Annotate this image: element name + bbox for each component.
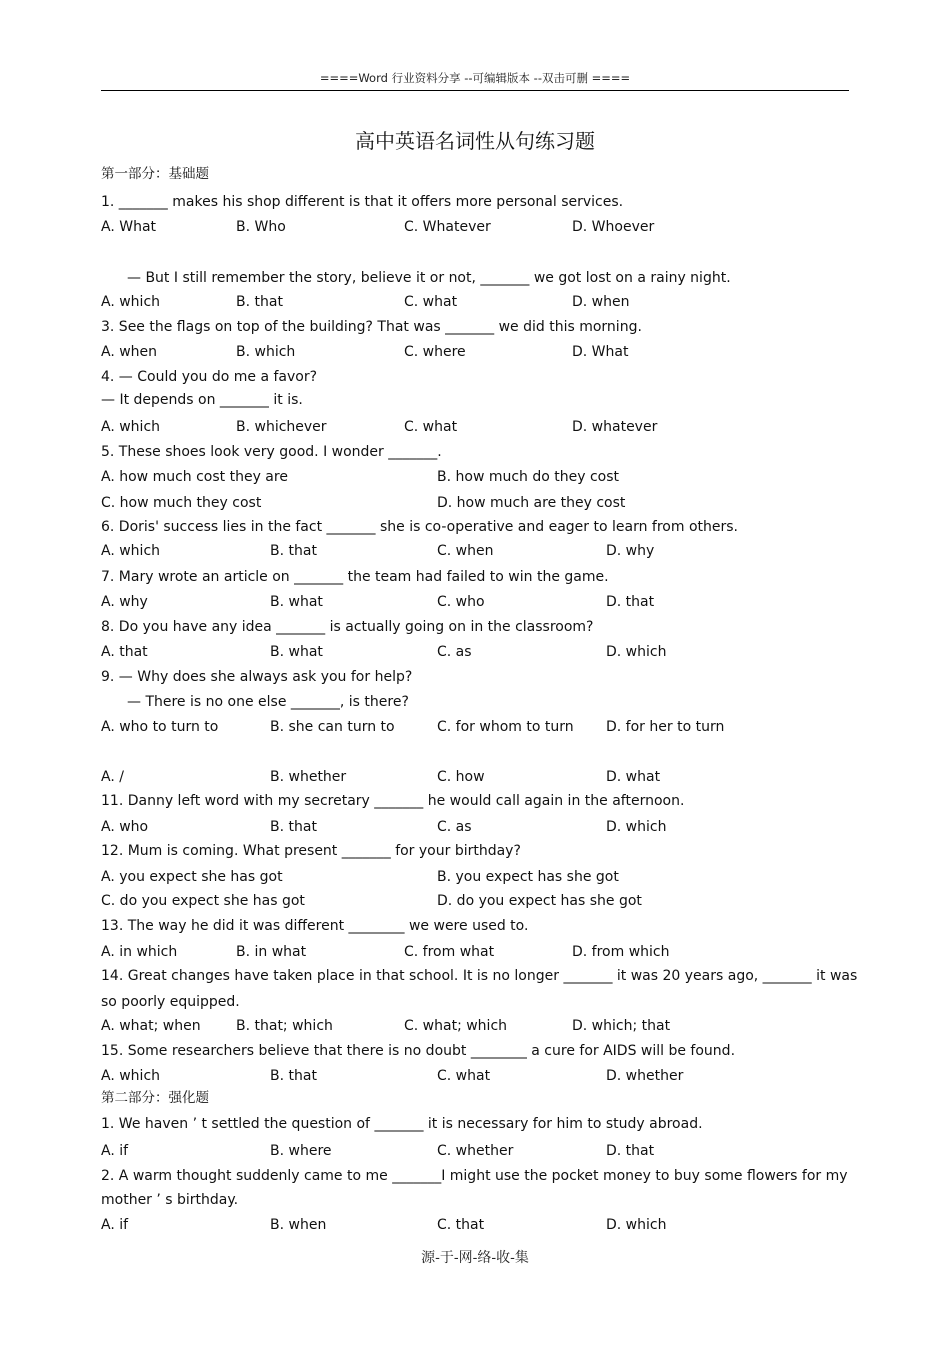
option-d: D. that [606,594,655,610]
option-a: A. if [101,1217,129,1233]
option-a: A. how much cost they are [101,469,288,485]
option-a: A. who to turn to [101,719,219,735]
question-6: 6. Doris' success lies in the fact _______ she is co-operative and eager to learn from others. [101,519,738,535]
option-d: D. from which [572,944,670,960]
option-d: D. which; that [572,1018,671,1034]
option-a: A. which [101,294,161,310]
option-d: D. how much are they cost [437,495,626,511]
option-c: C. as [437,819,472,835]
option-c: C. that [437,1217,485,1233]
question-15: 15. Some researchers believe that there is no doubt ________ a cure for AIDS will be found. [101,1043,736,1059]
option-b: B. how much do they cost [437,469,620,485]
question-13: 13. The way he did it was different ________ we were used to. [101,918,529,934]
option-a: A. which [101,543,161,559]
question-14-continued: so poorly equipped. [101,994,240,1010]
option-a: A. / [101,769,124,785]
option-b: B. what [270,644,323,660]
option-d: D. for her to turn [606,719,725,735]
option-d: D. which [606,819,667,835]
option-b: B. that [270,1068,317,1084]
question-5: 5. These shoes look very good. I wonder _______. [101,444,442,460]
option-a: A. what; when [101,1018,201,1034]
question-1: 1. _______ makes his shop different is that it offers more personal services. [101,194,624,210]
question-14: 14. Great changes have taken place in that school. It is no longer _______ it was 20 years ago, _______ it was [101,968,858,984]
option-c: C. how [437,769,485,785]
option-d: D. when [572,294,630,310]
option-d: D. do you expect has she got [437,893,642,909]
option-b: B. she can turn to [270,719,395,735]
option-c: C. who [437,594,485,610]
option-b: B. that [270,819,317,835]
option-c: C. from what [404,944,495,960]
question-4: 4. — Could you do me a favor? [101,369,318,385]
option-a: A. What [101,219,157,235]
option-a: A. in which [101,944,178,960]
option-a: A. who [101,819,149,835]
option-d: D. What [572,344,629,360]
question-4-reply: — It depends on _______ it is. [101,392,303,408]
advanced-question-2-continued: mother ’ s birthday. [101,1192,239,1208]
question-12: 12. Mum is coming. What present _______ for your birthday? [101,843,521,859]
option-d: D. whether [606,1068,684,1084]
option-b: B. whether [270,769,347,785]
option-c: C. Whatever [404,219,491,235]
advanced-question-2: 2. A warm thought suddenly came to me _______I might use the pocket money to buy some flowers for my [101,1168,848,1184]
question-3: 3. See the flags on top of the building? That was _______ we did this morning. [101,319,642,335]
option-b: B. that [270,543,317,559]
advanced-question-1: 1. We haven ’ t settled the question of _______ it is necessary for him to study abroad. [101,1116,703,1132]
option-b: B. where [270,1143,332,1159]
option-a: A. if [101,1143,129,1159]
option-b: B. in what [236,944,307,960]
option-b: B. that [236,294,283,310]
option-d: D. what [606,769,661,785]
header-rule [101,90,849,91]
option-a: A. which [101,1068,161,1084]
option-c: C. what [404,419,458,435]
question-11: 11. Danny left word with my secretary _______ he would call again in the afternoon. [101,793,685,809]
option-b: B. Who [236,219,286,235]
page-footer: 源-于-网-络-收-集 [421,1250,529,1266]
page-title: 高中英语名词性从句练习题 [355,129,595,153]
option-b: B. when [270,1217,327,1233]
option-c: C. for whom to turn [437,719,574,735]
option-d: D. which [606,644,667,660]
option-c: C. when [437,543,494,559]
section-heading-advanced: 第二部分：强化题 [101,1090,209,1106]
page-header: ====Word 行业资料分享 --可编辑版本 --双击可删 ==== [319,71,631,85]
section-heading-basic: 第一部分：基础题 [101,166,209,182]
option-d: D. that [606,1143,655,1159]
option-c: C. what; which [404,1018,508,1034]
option-c: C. what [404,294,458,310]
option-a: A. that [101,644,148,660]
option-d: D. which [606,1217,667,1233]
question-8: 8. Do you have any idea _______ is actually going on in the classroom? [101,619,594,635]
option-b: B. that; which [236,1018,333,1034]
option-c: C. do you expect she has got [101,893,305,909]
option-a: A. why [101,594,148,610]
option-c: C. what [437,1068,491,1084]
option-c: C. whether [437,1143,514,1159]
option-a: A. you expect she has got [101,869,283,885]
question-9-reply: — There is no one else _______, is there? [127,694,409,710]
option-c: C. where [404,344,466,360]
option-d: D. whatever [572,419,658,435]
option-b: B. which [236,344,296,360]
option-c: C. how much they cost [101,495,262,511]
option-c: C. as [437,644,472,660]
question-7: 7. Mary wrote an article on _______ the team had failed to win the game. [101,569,609,585]
option-b: B. what [270,594,323,610]
question-9: 9. — Why does she always ask you for help? [101,669,413,685]
option-a: A. when [101,344,158,360]
option-b: B. you expect has she got [437,869,619,885]
option-d: D. Whoever [572,219,655,235]
option-a: A. which [101,419,161,435]
option-d: D. why [606,543,655,559]
option-b: B. whichever [236,419,327,435]
question-2-reply: — But I still remember the story, believe it or not, _______ we got lost on a rainy night. [127,270,731,286]
